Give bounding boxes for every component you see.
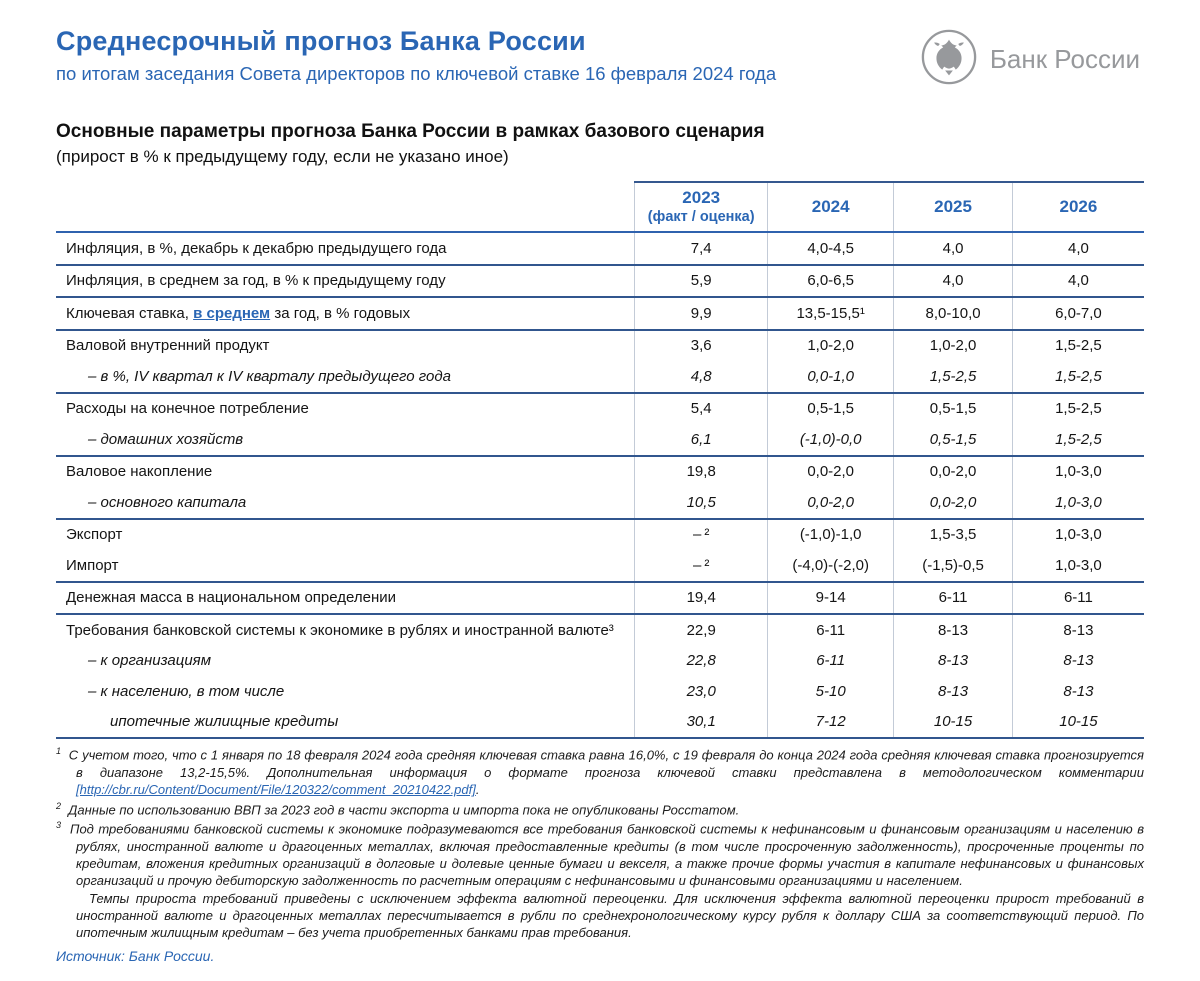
row-label: ипотечные жилищные кредиты (56, 707, 635, 739)
row-label: Импорт (56, 550, 635, 582)
value-cell: 30,1 (635, 707, 768, 739)
table-row (56, 361, 1144, 393)
footnote-3-continued: Темпы прироста требований приведены с исключением эффекта валютной переоценки. Для исключения эффекта валютной переоценки прирост требований в иностранной валюте и драгоценных металлах пересчитывается в рубли по среднехронологическому курсу рубля к доллару США за соответствующий период. По ипотечным жилищным кредитам – без учета приобретенных банками прав требования. (76, 890, 1144, 941)
bank-logo-text: Банк России (989, 44, 1140, 74)
value-cell: 22,8 (635, 646, 768, 677)
value-cell: (-1,0)-0,0 (768, 424, 894, 456)
value-cell: 22,9 (635, 614, 768, 646)
row-label: – к организациям (88, 652, 211, 670)
value-cell: 10-15 (894, 707, 1013, 739)
row-label: – основного капитала (56, 487, 635, 519)
value-cell: 6-11 (894, 582, 1013, 615)
value-cell: 10-15 (1012, 707, 1144, 739)
value-cell: 19,4 (635, 582, 768, 615)
table-header-row (56, 182, 1144, 232)
value-cell: 1,5-2,5 (1012, 424, 1144, 456)
value-cell: 6-11 (1012, 582, 1144, 615)
value-cell: (-1,5)-0,5 (894, 550, 1013, 582)
row-label: Требования банковской системы к экономике в рублях и иностранной валюте³ (66, 621, 614, 639)
value-cell: 9,9 (635, 297, 768, 330)
value-cell: (-1,0)-1,0 (768, 519, 894, 551)
table-row (56, 646, 1144, 677)
table-row (56, 393, 1144, 425)
value-cell: 0,5-1,5 (768, 393, 894, 425)
table-row (56, 550, 1144, 582)
value-cell: 1,5-2,5 (894, 361, 1013, 393)
value-cell: 4,0 (894, 265, 1013, 298)
value-cell: 7-12 (768, 707, 894, 739)
value-cell: (-4,0)-(-2,0) (768, 550, 894, 582)
document-header (56, 26, 1144, 91)
value-cell: 10,5 (635, 487, 768, 519)
row-label: Инфляция, в среднем за год, в % к предыдущему году (56, 265, 635, 298)
value-cell: 8,0-10,0 (894, 297, 1013, 330)
bank-emblem-icon (920, 28, 978, 91)
table-row (56, 297, 1144, 330)
column-year-label: 2025 (934, 196, 972, 216)
row-label: Расходы на конечное потребление (66, 400, 309, 418)
footnote-3: $^3$ Под требованиями банковской системы к экономике подразумеваются все требования банковской системы к нефинансовым и финансовым организациям и населению в рублях, иностранной валюте и драгоценных металлах, включая предоставленные кредиты (в том числе просроченную задолженность), просроченные проценты по кредитам, вложения кредитных организаций в долговые и долевые ценные бумаги и векселя, а также прочие формы участия в капитале нефинансовых и финансовых организаций и прочую дебиторскую задолженность по расчетным операциям с нефинансовыми и финансовыми организациями и населением. (56, 820, 1144, 889)
value-cell: 5-10 (768, 676, 894, 707)
table-row (56, 487, 1144, 519)
title-block (56, 26, 776, 85)
column-year-label: 2023 (682, 188, 721, 207)
value-cell: 6-11 (768, 614, 894, 646)
value-cell: 4,8 (635, 361, 768, 393)
row-label (56, 297, 635, 330)
table-row (56, 424, 1144, 456)
section-subtitle: (прирост в % к предыдущему году, если не указано иное) (56, 147, 509, 166)
row-label: Валовой внутренний продукт (66, 337, 270, 355)
key-rate-average-link[interactable]: в среднем (193, 304, 271, 322)
value-cell: 19,8 (635, 456, 768, 488)
row-label: Экспорт (66, 526, 123, 544)
value-cell: 6,0-7,0 (1012, 297, 1144, 330)
value-cell: 1,5-2,5 (1012, 361, 1144, 393)
row-label-text: за год, в % годовых (270, 304, 411, 322)
value-cell: – ² (635, 519, 768, 551)
footnote-url-link[interactable]: [http://cbr.ru/Content/Document/File/120322/comment_20210422.pdf] (76, 782, 476, 798)
footnote-marker: 1 (56, 746, 62, 757)
value-cell: 0,0-2,0 (768, 456, 894, 488)
value-cell: 6,0-6,5 (768, 265, 894, 298)
footnotes-block (56, 746, 1144, 941)
value-cell: 6-11 (768, 646, 894, 677)
value-cell: 8-13 (894, 646, 1013, 677)
value-cell: 1,0-3,0 (1012, 550, 1144, 582)
value-cell: 1,5-2,5 (1012, 330, 1144, 362)
value-cell: 8-13 (894, 614, 1013, 646)
column-year-sublabel: (факт / оценка) (647, 209, 755, 226)
footnote-marker: 3 (56, 820, 62, 831)
row-label: Инфляция, в %, декабрь к декабрю предыдущего года (56, 232, 635, 265)
column-header-2024 (768, 182, 894, 232)
row-label: Валовое накопление (66, 463, 213, 481)
value-cell: 1,0-3,0 (1012, 456, 1144, 488)
table-row (56, 232, 1144, 265)
row-label: – к населению, в том числе (88, 682, 285, 700)
table-row (56, 330, 1144, 362)
column-year-label: 2026 (1059, 196, 1098, 216)
section-title: Основные параметры прогноза Банка России в рамках базового сценария (56, 121, 765, 142)
forecast-table (56, 181, 1144, 739)
corner-cell (56, 182, 635, 232)
table-row (56, 265, 1144, 298)
footnote-marker: 2 (56, 800, 62, 811)
value-cell: 8-13 (1012, 646, 1144, 677)
row-label: – домашних хозяйств (56, 424, 635, 456)
source-note: Источник: Банк России. (56, 948, 215, 965)
value-cell: – ² (635, 550, 768, 582)
table-row (56, 614, 1144, 646)
value-cell: 23,0 (635, 676, 768, 707)
footnote-2: $^2$ Данные по использованию ВВП за 2023 год в части экспорта и импорта пока не опубликованы Росстатом. (56, 800, 740, 817)
value-cell: 1,5-2,5 (1012, 393, 1144, 425)
value-cell: 4,0 (1012, 265, 1144, 298)
value-cell: 1,0-2,0 (768, 330, 894, 362)
page-title: Среднесрочный прогноз Банка России (56, 26, 586, 56)
column-header-2023 (635, 182, 768, 232)
value-cell: 4,0 (894, 232, 1013, 265)
bank-logo (920, 28, 1144, 91)
row-label: Денежная масса в национальном определении (56, 582, 635, 615)
table-row (56, 519, 1144, 551)
table-row (56, 582, 1144, 615)
value-cell: 0,0-2,0 (894, 456, 1013, 488)
table-row (56, 707, 1144, 739)
value-cell: 0,5-1,5 (894, 424, 1013, 456)
value-cell: 0,0-1,0 (768, 361, 894, 393)
value-cell: 13,5-15,5¹ (768, 297, 894, 330)
value-cell: 1,0-2,0 (894, 330, 1013, 362)
value-cell: 8-13 (894, 676, 1013, 707)
value-cell: 0,0-2,0 (894, 487, 1013, 519)
row-label: – в %, IV квартал к IV кварталу предыдущего года (56, 361, 635, 393)
column-header-2026 (1012, 182, 1144, 232)
value-cell: 1,0-3,0 (1012, 487, 1144, 519)
value-cell: 9-14 (768, 582, 894, 615)
value-cell: 4,0 (1012, 232, 1144, 265)
value-cell: 8-13 (1012, 614, 1144, 646)
value-cell: 5,9 (635, 265, 768, 298)
row-label-text: Ключевая ставка, (66, 304, 194, 322)
value-cell: 4,0-4,5 (768, 232, 894, 265)
value-cell: 6,1 (635, 424, 768, 456)
column-header-2025 (894, 182, 1013, 232)
page-subtitle: по итогам заседания Совета директоров по ключевой ставке 16 февраля 2024 года (56, 63, 777, 84)
value-cell: 1,0-3,0 (1012, 519, 1144, 551)
value-cell: 8-13 (1012, 676, 1144, 707)
value-cell: 3,6 (635, 330, 768, 362)
value-cell: 1,5-3,5 (894, 519, 1013, 551)
value-cell: 0,0-2,0 (768, 487, 894, 519)
value-cell: 0,5-1,5 (894, 393, 1013, 425)
table-row (56, 456, 1144, 488)
section-heading-block (56, 121, 1144, 167)
value-cell: 7,4 (635, 232, 768, 265)
value-cell: 5,4 (635, 393, 768, 425)
table-row (56, 676, 1144, 707)
column-year-label: 2024 (811, 196, 850, 216)
footnote-1: $^1$ С учетом того, что с 1 января по 18 февраля 2024 года средняя ключевая ставка равна 16,0%, с 19 февраля до конца 2024 года средняя ключевая ставка прогнозируется в диапазоне 13,2-15,5%. Дополнительная информация о формате прогноза ключевой ставки представлена в методологическом комментарии [http://cbr.ru/Content/Document/File/120322/comment_20210422.pdf]. (56, 746, 1144, 798)
